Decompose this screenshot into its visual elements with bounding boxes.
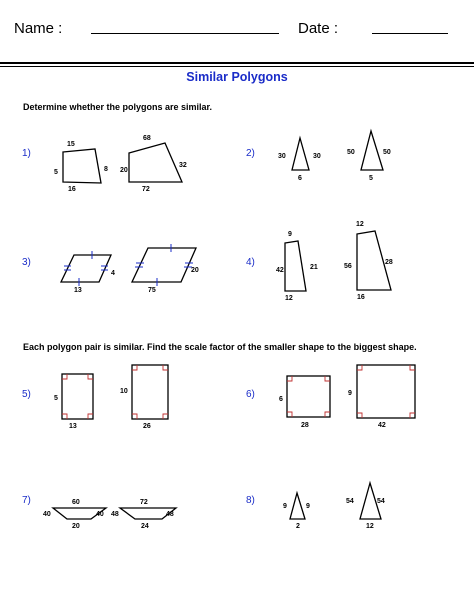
p6-label: 28 — [301, 422, 309, 429]
p8-label: 9 — [283, 503, 287, 510]
problem-3-figures — [61, 248, 196, 282]
p2-label: 5 — [369, 175, 373, 182]
p8-label: 12 — [366, 523, 374, 530]
problem-1-number: 1) — [22, 148, 31, 159]
p2-small-triangle — [292, 138, 309, 170]
p1-label: 68 — [143, 135, 151, 142]
p6-label: 6 — [279, 396, 283, 403]
p4-label: 12 — [285, 295, 293, 302]
p3-small-parallelogram — [61, 255, 111, 282]
p1-label: 16 — [68, 186, 76, 193]
p1-label: 5 — [54, 169, 58, 176]
p2-large-triangle — [361, 131, 383, 170]
p5-label: 5 — [54, 395, 58, 402]
p3-large-parallelogram — [132, 248, 196, 282]
page-title: Similar Polygons — [186, 70, 288, 84]
p4-label: 28 — [385, 259, 393, 266]
date-label: Date : — [298, 20, 339, 37]
p8-label: 2 — [296, 523, 300, 530]
p5-large-rectangle — [132, 365, 168, 419]
p7-label: 48 — [111, 511, 119, 518]
p5-label: 13 — [69, 423, 77, 430]
p6-large-square — [357, 365, 415, 418]
p1-label: 32 — [179, 162, 187, 169]
p4-label: 9 — [288, 231, 292, 238]
p7-label: 20 — [72, 523, 80, 530]
p1-large-quadrilateral — [129, 143, 182, 182]
p1-label: 72 — [142, 186, 150, 193]
p8-label: 9 — [306, 503, 310, 510]
p5-small-rectangle — [62, 374, 93, 419]
p4-label: 42 — [276, 267, 284, 274]
problem-2-figures — [292, 131, 383, 170]
p1-label: 15 — [67, 141, 75, 148]
p7-label: 72 — [140, 499, 148, 506]
p7-label: 40 — [96, 511, 104, 518]
problem-4-number: 4) — [246, 257, 255, 268]
p7-label: 60 — [72, 499, 80, 506]
problem-4-figures — [285, 231, 391, 291]
p3-tick-marks — [64, 244, 193, 286]
problem-3-number: 3) — [22, 257, 31, 268]
p7-label: 40 — [43, 511, 51, 518]
p3-label: 13 — [74, 287, 82, 294]
p5-label: 10 — [120, 388, 128, 395]
p8-label: 54 — [346, 498, 354, 505]
problem-6-number: 6) — [246, 389, 255, 400]
problem-8-figures — [290, 483, 381, 519]
p2-label: 50 — [383, 149, 391, 156]
p5-label: 26 — [143, 423, 151, 430]
p4-label: 16 — [357, 294, 365, 301]
p3-label: 4 — [111, 270, 115, 277]
name-label: Name : — [14, 20, 63, 37]
p3-label: 20 — [191, 267, 199, 274]
section1-instruction: Determine whether the polygons are similar. — [23, 102, 213, 112]
p1-small-quadrilateral — [63, 149, 101, 183]
p2-label: 6 — [298, 175, 302, 182]
p6-label: 42 — [378, 422, 386, 429]
p6-label: 9 — [348, 390, 352, 397]
p2-label: 30 — [313, 153, 321, 160]
p2-label: 50 — [347, 149, 355, 156]
p2-label: 30 — [278, 153, 286, 160]
p8-small-triangle — [290, 493, 305, 519]
problem-1-figures — [63, 143, 182, 183]
problem-8-number: 8) — [246, 495, 255, 506]
p6-small-square — [287, 376, 330, 417]
problem-5-number: 5) — [22, 389, 31, 400]
problem-7-number: 7) — [22, 495, 31, 506]
p1-label: 20 — [120, 167, 128, 174]
p3-label: 75 — [148, 287, 156, 294]
problem-5-figures — [62, 365, 168, 419]
p7-label: 48 — [166, 511, 174, 518]
p4-small-quadrilateral — [285, 241, 306, 291]
p1-label: 8 — [104, 166, 108, 173]
p8-label: 54 — [377, 498, 385, 505]
problem-2-number: 2) — [246, 148, 255, 159]
right-angle-marks — [62, 365, 415, 419]
p4-label: 12 — [356, 221, 364, 228]
p7-label: 24 — [141, 523, 149, 530]
p4-label: 56 — [344, 263, 352, 270]
p4-label: 21 — [310, 264, 318, 271]
section2-instruction: Each polygon pair is similar. Find the scale factor of the smaller shape to the biggest shape. — [23, 342, 417, 352]
